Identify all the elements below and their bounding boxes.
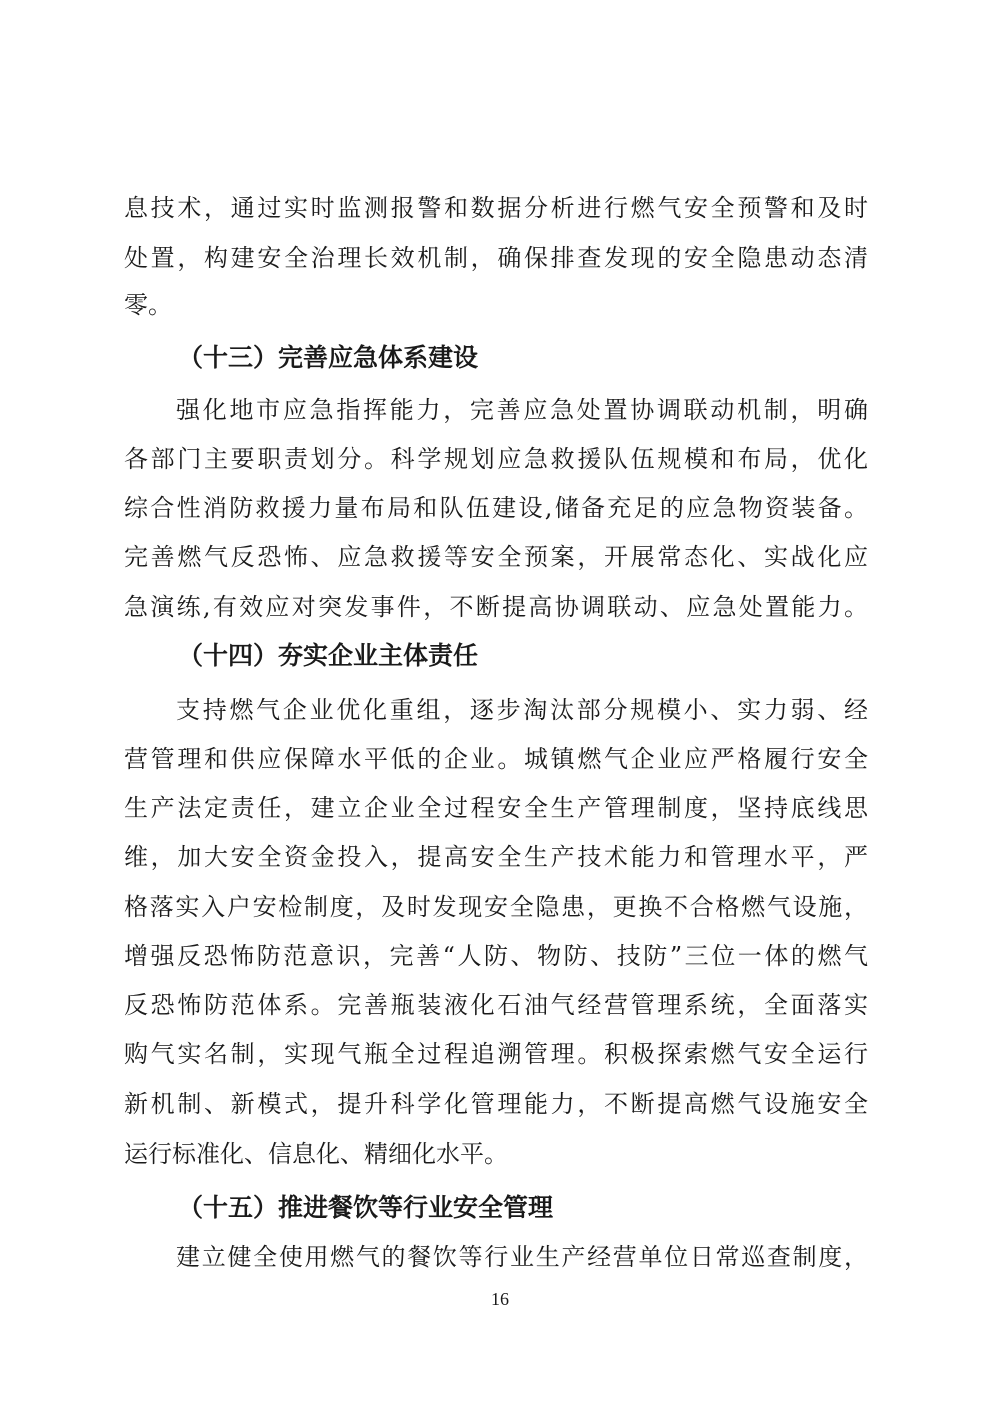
section-heading-13: （十三）完善应急体系建设 — [178, 343, 479, 372]
paragraph-line: 零。 — [124, 291, 172, 319]
paragraph-line: 运行标准化、信息化、精细化水平。 — [124, 1140, 508, 1168]
paragraph-line: 维，加大安全资金投入，提高安全生产技术能力和管理水平，严 — [124, 843, 868, 871]
paragraph-line: 息技术，通过实时监测报警和数据分析进行燃气安全预警和及时 — [124, 194, 868, 222]
paragraph-line: 各部门主要职责划分。科学规划应急救援队伍规模和布局，优化 — [124, 445, 868, 473]
paragraph-line: 购气实名制，实现气瓶全过程追溯管理。积极探索燃气安全运行 — [124, 1040, 868, 1068]
paragraph-line: 营管理和供应保障水平低的企业。城镇燃气企业应严格履行安全 — [124, 745, 868, 773]
paragraph-line: 强化地市应急指挥能力，完善应急处置协调联动机制，明确 — [176, 396, 868, 424]
paragraph-line: 建立健全使用燃气的餐饮等行业生产经营单位日常巡查制度， — [176, 1243, 868, 1271]
paragraph-line: 支持燃气企业优化重组，逐步淘汰部分规模小、实力弱、经 — [176, 696, 868, 724]
paragraph-line: 急演练,有效应对突发事件，不断提高协调联动、应急处置能力。 — [124, 593, 868, 621]
paragraph-line: 增强反恐怖防范意识，完善“人防、物防、技防”三位一体的燃气 — [124, 942, 868, 970]
section-heading-14: （十四）夯实企业主体责任 — [178, 641, 479, 670]
paragraph-line: 处置，构建安全治理长效机制，确保排查发现的安全隐患动态清 — [124, 244, 868, 272]
page-number: 16 — [491, 1289, 509, 1309]
paragraph-line: 生产法定责任，建立企业全过程安全生产管理制度，坚持底线思 — [124, 794, 868, 822]
paragraph-line: 新机制、新模式，提升科学化管理能力，不断提高燃气设施安全 — [124, 1090, 868, 1118]
paragraph-line: 格落实入户安检制度，及时发现安全隐患，更换不合格燃气设施， — [124, 893, 868, 921]
paragraph-line: 综合性消防救援力量布局和队伍建设,储备充足的应急物资装备。 — [124, 494, 868, 522]
paragraph-line: 反恐怖防范体系。完善瓶装液化石油气经营管理系统，全面落实 — [124, 991, 868, 1019]
paragraph-line: 完善燃气反恐怖、应急救援等安全预案，开展常态化、实战化应 — [124, 543, 868, 571]
section-heading-15: （十五）推进餐饮等行业安全管理 — [178, 1193, 554, 1222]
